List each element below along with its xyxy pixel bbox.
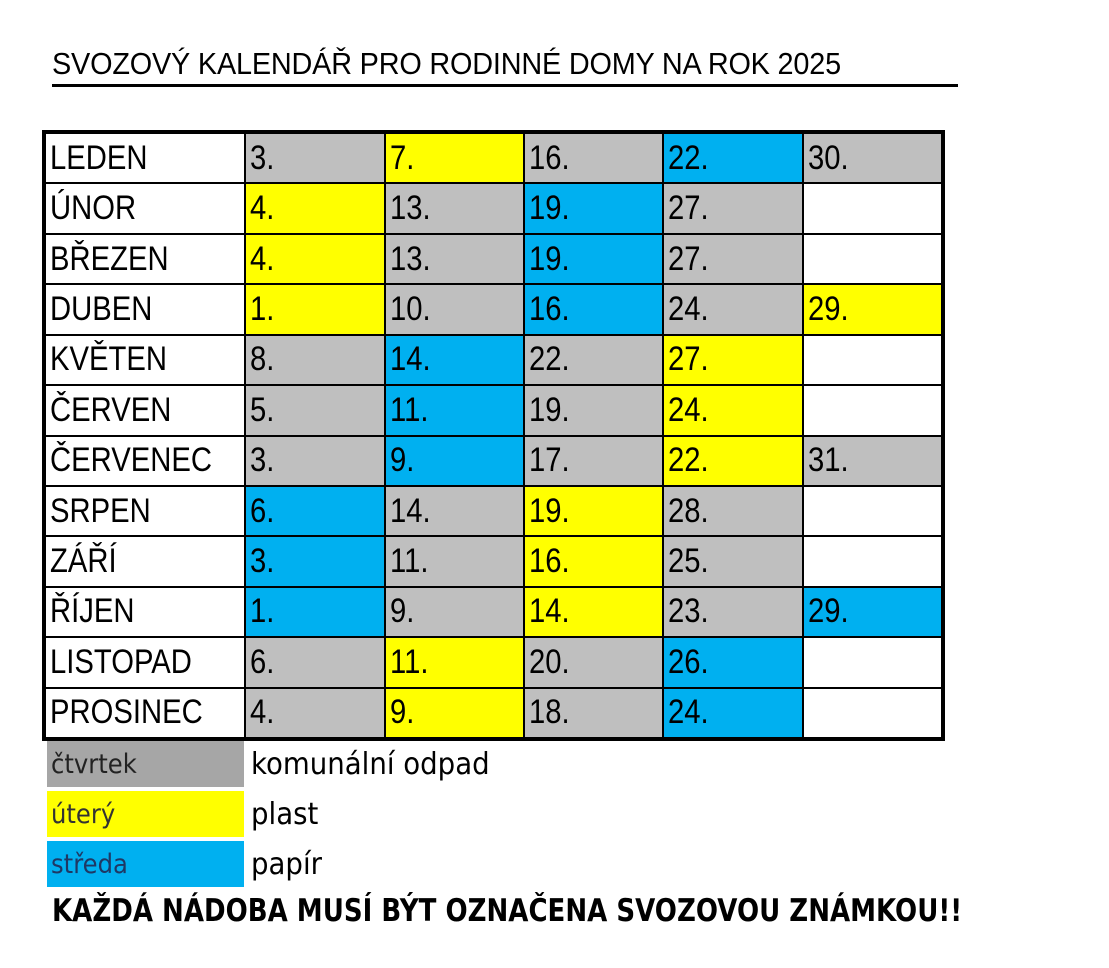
collection-day: 27. (668, 340, 709, 379)
collection-day-cell (525, 386, 662, 434)
legend-row (47, 791, 510, 837)
collection-day: 11. (390, 390, 429, 429)
collection-day: 24. (668, 693, 709, 732)
collection-day-cell (386, 336, 523, 384)
collection-day: 13. (390, 189, 431, 228)
collection-day-cell (246, 184, 384, 232)
legend-swatch (47, 841, 244, 887)
collection-day-cell (664, 235, 802, 283)
collection-day-cell (525, 689, 662, 737)
collection-day-cell (386, 537, 523, 585)
collection-day-cell (386, 588, 523, 636)
legend-waste-type: komunální odpad (251, 746, 490, 782)
collection-day-cell (664, 134, 802, 182)
month-name: PROSINEC (50, 693, 203, 732)
collection-day: 27. (668, 189, 709, 228)
collection-day: 16. (529, 542, 570, 581)
collection-day-cell (246, 386, 384, 434)
legend-swatch (47, 741, 244, 787)
collection-day-cell (246, 487, 384, 535)
collection-day-cell (246, 336, 384, 384)
collection-day-cell (386, 386, 523, 434)
page-title: SVOZOVÝ KALENDÁŘ PRO RODINNÉ DOMY NA ROK 2025 (52, 46, 841, 81)
collection-day-cell (525, 487, 662, 535)
collection-day: 3. (250, 138, 275, 177)
collection-day: 9. (390, 441, 415, 480)
legend-waste-type: plast (251, 796, 319, 832)
collection-day: 6. (250, 642, 275, 681)
month-name: DUBEN (50, 289, 153, 328)
month-name: ZÁŘÍ (50, 542, 117, 581)
legend-day: středa (51, 848, 128, 880)
collection-day: 28. (668, 491, 709, 530)
collection-day: 31. (808, 441, 849, 480)
month-label (46, 487, 244, 535)
collection-day-cell (386, 487, 523, 535)
collection-day-cell (664, 285, 802, 333)
month-name: LISTOPAD (50, 642, 192, 681)
title-underline (52, 84, 958, 87)
collection-day-cell (386, 184, 523, 232)
collection-day: 14. (529, 592, 570, 631)
legend-row (47, 741, 510, 787)
collection-day-cell (386, 437, 523, 485)
collection-day: 24. (668, 390, 709, 429)
collection-day: 23. (668, 592, 709, 631)
legend-day: úterý (51, 798, 116, 830)
collection-day: 5. (250, 390, 275, 429)
legend-swatch (47, 791, 244, 837)
collection-day-cell (664, 386, 802, 434)
collection-day-cell (664, 537, 802, 585)
collection-day-cell (386, 134, 523, 182)
collection-day-cell (246, 134, 384, 182)
month-name: ČERVEN (50, 390, 172, 429)
collection-day-cell (664, 588, 802, 636)
collection-day: 4. (250, 239, 275, 278)
month-name: LEDEN (50, 138, 148, 177)
collection-day: 26. (668, 642, 709, 681)
collection-day: 16. (529, 289, 570, 328)
month-name: ÚNOR (50, 189, 137, 228)
empty-cell (804, 336, 941, 384)
collection-day: 19. (529, 491, 570, 530)
collection-day: 14. (390, 340, 431, 379)
legend-row (47, 841, 510, 887)
month-label (46, 437, 244, 485)
month-label (46, 184, 244, 232)
month-label (46, 134, 244, 182)
collection-day: 3. (250, 542, 275, 581)
collection-calendar-table (42, 130, 945, 741)
collection-day: 9. (390, 592, 415, 631)
collection-day: 19. (529, 239, 570, 278)
month-name: BŘEZEN (50, 239, 169, 278)
notice-text: KAŽDÁ NÁDOBA MUSÍ BÝT OZNAČENA SVOZOVOU ZNÁMKOU!! (52, 893, 963, 929)
collection-day-cell (386, 689, 523, 737)
collection-day-cell (525, 638, 662, 686)
collection-day-cell (246, 285, 384, 333)
empty-cell (804, 537, 941, 585)
collection-day: 3. (250, 441, 275, 480)
collection-day: 4. (250, 189, 275, 228)
collection-day-cell (664, 437, 802, 485)
collection-day-cell (525, 235, 662, 283)
collection-day: 24. (668, 289, 709, 328)
collection-day: 29. (808, 289, 849, 328)
collection-day-cell (246, 235, 384, 283)
collection-day: 11. (390, 542, 429, 581)
collection-day-cell (246, 537, 384, 585)
collection-day-cell (386, 235, 523, 283)
collection-day-cell (525, 184, 662, 232)
collection-day: 19. (529, 390, 570, 429)
month-label (46, 638, 244, 686)
legend-waste-type: papír (251, 846, 322, 882)
collection-day: 30. (808, 138, 849, 177)
collection-day: 6. (250, 491, 275, 530)
collection-day: 10. (390, 289, 431, 328)
collection-day-cell (804, 588, 941, 636)
collection-day: 22. (529, 340, 570, 379)
collection-day: 13. (390, 239, 431, 278)
collection-day-cell (525, 588, 662, 636)
empty-cell (804, 689, 941, 737)
collection-day: 20. (529, 642, 570, 681)
collection-day-cell (525, 285, 662, 333)
legend-label (244, 841, 328, 887)
collection-day-cell (664, 184, 802, 232)
collection-day: 1. (250, 592, 275, 631)
month-label (46, 336, 244, 384)
legend-day: čtvrtek (51, 748, 137, 780)
empty-cell (804, 487, 941, 535)
collection-day: 27. (668, 239, 709, 278)
collection-day-cell (246, 588, 384, 636)
collection-day-cell (525, 437, 662, 485)
collection-day: 9. (390, 693, 415, 732)
month-label (46, 285, 244, 333)
collection-day-cell (664, 336, 802, 384)
legend (47, 741, 510, 891)
collection-day-cell (804, 437, 941, 485)
month-label (46, 689, 244, 737)
collection-day: 25. (668, 542, 709, 581)
legend-label (244, 791, 324, 837)
collection-day: 22. (668, 138, 709, 177)
collection-day-cell (246, 689, 384, 737)
collection-day-cell (525, 336, 662, 384)
collection-day-cell (804, 134, 941, 182)
month-label (46, 386, 244, 434)
collection-day-cell (246, 437, 384, 485)
month-name: ČERVENEC (50, 441, 212, 480)
collection-day: 7. (390, 138, 415, 177)
collection-day: 14. (390, 491, 431, 530)
collection-day-cell (246, 638, 384, 686)
collection-day-cell (804, 285, 941, 333)
collection-day-cell (664, 487, 802, 535)
collection-day: 29. (808, 592, 849, 631)
month-label (46, 537, 244, 585)
collection-day-cell (664, 689, 802, 737)
collection-day-cell (664, 638, 802, 686)
month-label (46, 235, 244, 283)
month-name: ŘÍJEN (50, 592, 135, 631)
empty-cell (804, 386, 941, 434)
empty-cell (804, 184, 941, 232)
collection-day: 1. (250, 289, 275, 328)
collection-day-cell (386, 638, 523, 686)
legend-label (244, 741, 510, 787)
collection-day: 4. (250, 693, 275, 732)
month-name: SRPEN (50, 491, 151, 530)
empty-cell (804, 638, 941, 686)
collection-day-cell (525, 134, 662, 182)
collection-day: 11. (390, 642, 429, 681)
collection-day: 8. (250, 340, 275, 379)
collection-day: 22. (668, 441, 709, 480)
collection-day-cell (525, 537, 662, 585)
month-name: KVĚTEN (50, 340, 168, 379)
month-label (46, 588, 244, 636)
collection-day: 17. (529, 441, 570, 480)
collection-day: 16. (529, 138, 570, 177)
collection-day: 19. (529, 189, 570, 228)
collection-day-cell (386, 285, 523, 333)
empty-cell (804, 235, 941, 283)
collection-day: 18. (529, 693, 570, 732)
